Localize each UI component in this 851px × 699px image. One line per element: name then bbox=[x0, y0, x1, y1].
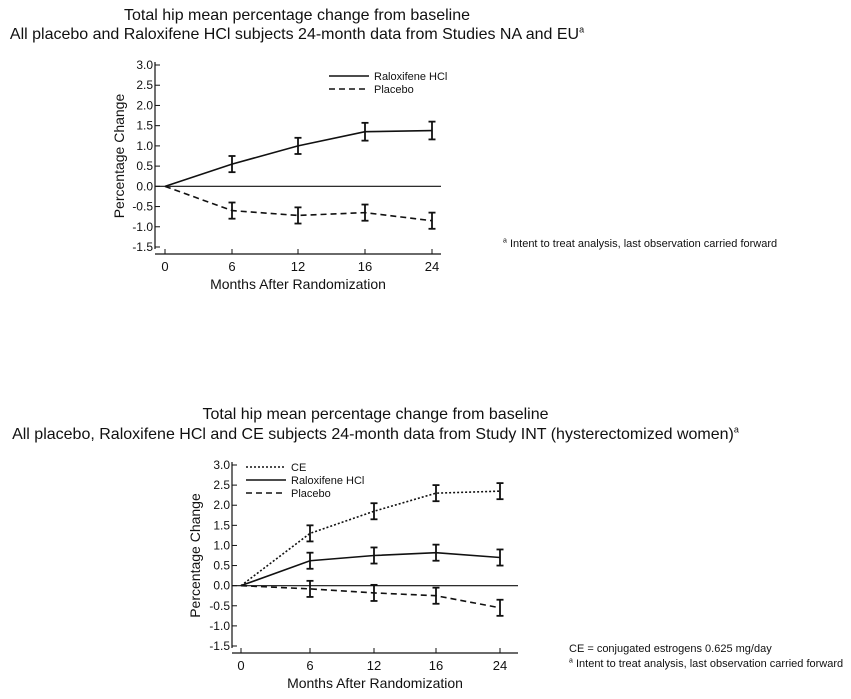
series-line-raloxifene-hcl bbox=[241, 553, 500, 586]
x-tick-label: 16 bbox=[357, 259, 373, 274]
y-tick-label: 1.5 bbox=[136, 118, 153, 133]
legend bbox=[329, 71, 447, 96]
legend-label: Raloxifene HCl bbox=[374, 71, 448, 83]
legend-label: Placebo bbox=[291, 488, 331, 500]
y-tick-label: -1.0 bbox=[132, 219, 153, 234]
x-tick-label: 12 bbox=[366, 658, 382, 673]
y-tick-label: 2.5 bbox=[136, 78, 153, 93]
y-tick-label: 3.0 bbox=[213, 458, 230, 472]
legend-label: Placebo bbox=[374, 84, 414, 96]
y-axis-label: Percentage Change bbox=[187, 493, 203, 618]
chart1-title: Total hip mean percentage change from baseline bbox=[124, 7, 470, 24]
y-tick-label: -1.5 bbox=[209, 639, 230, 653]
x-tick-label: 12 bbox=[290, 259, 306, 274]
chart2-title: Total hip mean percentage change from baseline bbox=[202, 406, 549, 423]
legend-label: Raloxifene HCl bbox=[291, 475, 365, 487]
error-bar bbox=[429, 213, 436, 229]
y-tick-label: 2.0 bbox=[136, 98, 153, 113]
chart2-footnote: $^a$ Intent to treat analysis, last observation carried forward bbox=[569, 657, 844, 670]
y-tick-label: -0.5 bbox=[132, 199, 153, 214]
chart1-footnote: $^a$ Intent to treat analysis, last observation carried forward bbox=[503, 237, 778, 250]
x-tick-label: 0 bbox=[237, 658, 245, 673]
chart-1 bbox=[111, 58, 447, 292]
chart-2 bbox=[187, 458, 518, 691]
x-axis-label: Months After Randomization bbox=[210, 276, 386, 292]
y-tick-label: -1.0 bbox=[209, 618, 230, 633]
x-tick-label: 6 bbox=[228, 259, 236, 274]
x-tick-label: 0 bbox=[161, 259, 169, 274]
y-tick-label: 0.0 bbox=[136, 179, 153, 194]
error-bar bbox=[307, 525, 314, 541]
series-line-placebo bbox=[241, 586, 500, 608]
y-tick-label: 2.5 bbox=[213, 478, 230, 493]
chart2-subtitle: All placebo, Raloxifene HCl and CE subjects 24-month data from Study INT (hysterectomized women)$^a$ bbox=[12, 424, 739, 443]
y-tick-label: 1.0 bbox=[213, 538, 230, 553]
chart1-subtitle: All placebo and Raloxifene HCl subjects 24-month data from Studies NA and $EU^a$ bbox=[9, 24, 585, 43]
y-tick-label: -0.5 bbox=[209, 598, 230, 613]
x-tick-label: 24 bbox=[424, 259, 440, 274]
y-tick-label: 0.0 bbox=[213, 578, 230, 593]
y-tick-label: 1.5 bbox=[213, 518, 230, 533]
y-tick-label: 0.5 bbox=[136, 159, 153, 174]
y-tick-label: 0.5 bbox=[213, 558, 230, 573]
y-tick-label: 2.0 bbox=[213, 498, 230, 513]
x-tick-label: 16 bbox=[428, 658, 444, 673]
y-tick-label: 3.0 bbox=[136, 58, 153, 72]
legend-label: CE bbox=[291, 462, 307, 474]
y-tick-label: 1.0 bbox=[136, 138, 153, 153]
chart2-footnote-ce: CE = conjugated estrogens 0.625 mg/day bbox=[569, 643, 772, 655]
legend bbox=[246, 462, 364, 500]
error-bar bbox=[497, 600, 504, 616]
x-axis-label: Months After Randomization bbox=[287, 675, 463, 691]
x-tick-label: 24 bbox=[492, 658, 508, 673]
y-axis-label: Percentage Change bbox=[111, 93, 127, 219]
x-tick-label: 6 bbox=[306, 658, 314, 673]
y-tick-label: -1.5 bbox=[132, 240, 153, 254]
